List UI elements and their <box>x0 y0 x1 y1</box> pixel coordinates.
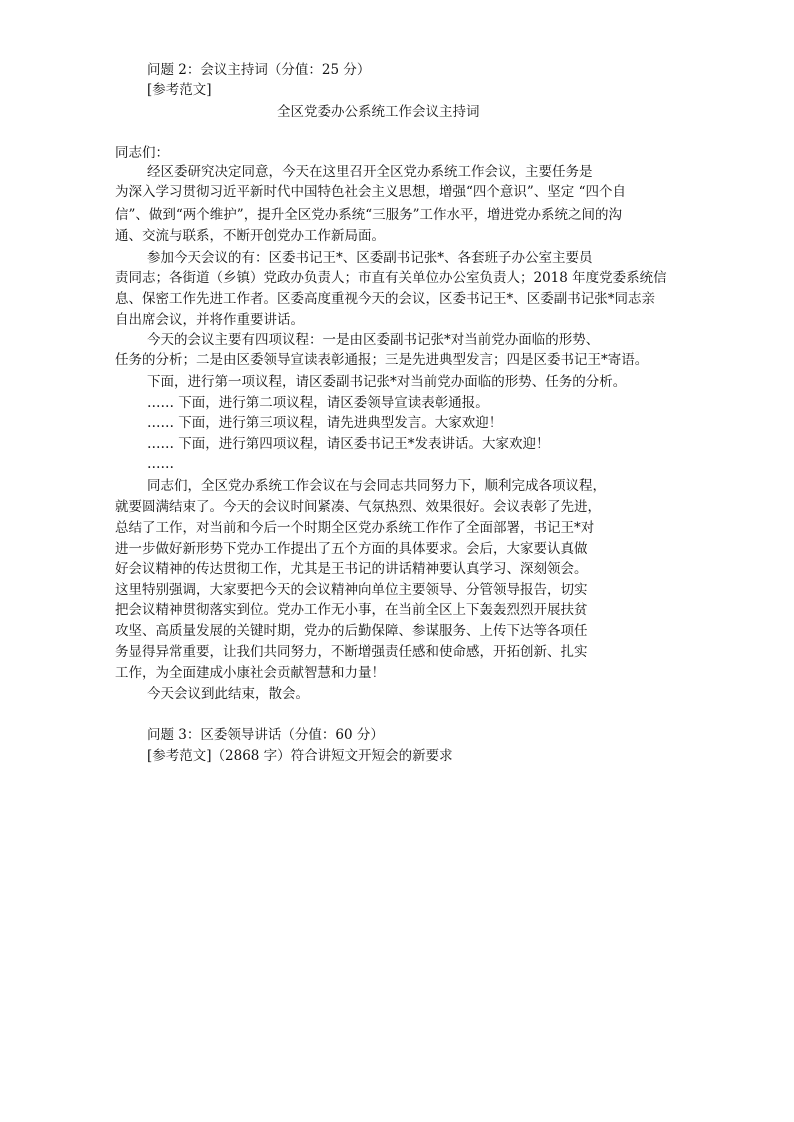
closing-line: 今天会议到此结束，散会。 <box>147 686 309 702</box>
body-line: 经区委研究决定同意，今天在这里召开全区党办系统工作会议，主要任务是 <box>147 164 593 180</box>
document-title: 全区党委办公系统工作会议主持词 <box>277 104 480 120</box>
body-line: …… <box>147 456 174 472</box>
body-line: 任务的分析；二是由区委领导宣读表彰通报；三是先进典型发言；四是区委书记王*寄语。 <box>115 352 649 368</box>
body-line: 为深入学习贯彻习近平新时代中国特色社会主义思想，增强“四个意识”、坚定 “四个自 <box>115 184 626 200</box>
body-line: 责同志；各街道（乡镇）党政办负责人；市直有关单位办公室负责人；2018 年度党委系统信 <box>115 270 667 286</box>
question-3-reference-label: [参考范文]（2868 字）符合讲短文开短会的新要求 <box>147 748 453 764</box>
body-line: 攻坚、高质量发展的关键时期，党办的后勤保障、参谋服务、上传下达等各项任 <box>115 623 588 639</box>
body-line: 息、保密工作先进工作者。区委高度重视今天的会议，区委书记王*、区委副书记张*同志亲 <box>115 291 655 307</box>
body-line: 自出席会议，并将作重要讲话。 <box>115 312 304 328</box>
body-line: …… 下面，进行第四项议程，请区委书记王*发表讲话。大家欢迎！ <box>147 436 550 452</box>
body-line: 参加今天会议的有：区委书记王*、区委副书记张*、各套班子办公室主要员 <box>147 250 593 266</box>
body-line: 工作，为全面建成小康社会贡献智慧和力量！ <box>115 665 385 681</box>
body-line: 总结了工作，对当前和今后一个时期全区党办系统工作作了全面部署，书记王*对 <box>115 520 595 536</box>
body-line: …… 下面，进行第三项议程，请先进典型发言。大家欢迎！ <box>147 415 503 431</box>
body-line: 务显得异常重要，让我们共同努力，不断增强责任感和使命感，开拓创新、扎实 <box>115 644 588 660</box>
question-2-heading: 问题 2：会议主持词（分值：25 分） <box>147 62 371 78</box>
body-line: 就要圆满结束了。今天的会议时间紧凑、气氛热烈、效果很好。会议表彰了先进， <box>115 499 601 515</box>
body-line: 今天的会议主要有四项议程：一是由区委副书记张*对当前党办面临的形势、 <box>147 332 600 348</box>
body-line: 把会议精神贯彻落实到位。党办工作无小事，在当前全区上下轰轰烈烈开展扶贫 <box>115 602 588 618</box>
body-line: 通、交流与联系，不断开创党办工作新局面。 <box>115 228 385 244</box>
body-line: 进一步做好新形势下党办工作提出了五个方面的具体要求。会后，大家要认真做 <box>115 541 588 557</box>
body-line: 下面，进行第一项议程，请区委副书记张*对当前党办面临的形势、任务的分析。 <box>147 374 627 390</box>
question-2-reference-label: [参考范文] <box>147 82 212 98</box>
greeting: 同志们： <box>115 145 169 161</box>
body-line: …… 下面，进行第二项议程，请区委领导宣读表彰通报。 <box>147 395 489 411</box>
body-line: 信”、做到“两个维护”，提升全区党办系统“三服务”工作水平，增进党办系统之间的沟 <box>115 207 623 223</box>
body-line: 好会议精神的传达贯彻工作，尤其是王书记的讲话精神要认真学习、深刻领会。 <box>115 561 588 577</box>
question-3-heading: 问题 3：区委领导讲话（分值：60 分） <box>147 727 384 743</box>
body-line: 这里特别强调，大家要把今天的会议精神向单位主要领导、分管领导报告，切实 <box>115 582 588 598</box>
body-line: 同志们，全区党办系统工作会议在与会同志共同努力下，顺利完成各项议程， <box>147 478 606 494</box>
